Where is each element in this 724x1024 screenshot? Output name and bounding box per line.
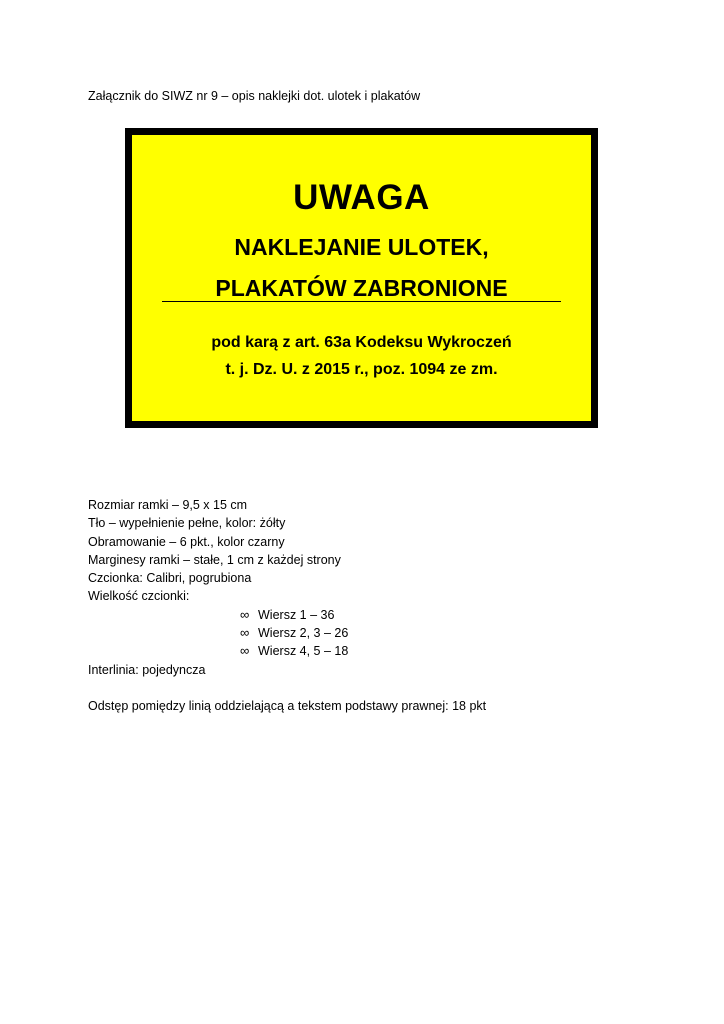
list-item bbox=[88, 624, 688, 642]
paragraph-gap bbox=[88, 679, 688, 697]
infinity-bullet-icon: ∞ bbox=[240, 606, 250, 622]
sign-line-3: PLAKATÓW ZABRONIONE bbox=[215, 275, 508, 301]
spec-line-spacing: Interlinia: pojedyncza bbox=[88, 662, 206, 677]
document-header: Załącznik do SIWZ nr 9 – opis naklejki dot. ulotek i plakatów bbox=[88, 89, 421, 103]
spec-spacing-note: Odstęp pomiędzy linią oddzielającą a tekstem podstawy prawnej: 18 pkt bbox=[88, 698, 487, 713]
spec-border: Obramowanie – 6 pkt., kolor czarny bbox=[88, 534, 285, 549]
list-item bbox=[88, 606, 688, 624]
infinity-bullet-icon: ∞ bbox=[240, 643, 250, 659]
sign-legal-line-4: pod karą z art. 63a Kodeksu Wykroczeń bbox=[211, 334, 512, 351]
bullet-text: Wiersz 4, 5 – 18 bbox=[258, 644, 349, 659]
spec-background: Tło – wypełnienie pełne, kolor: żółty bbox=[88, 516, 286, 531]
infinity-bullet-icon: ∞ bbox=[240, 625, 250, 641]
list-item bbox=[88, 642, 688, 660]
spec-font: Czcionka: Calibri, pogrubiona bbox=[88, 571, 252, 586]
specification-list bbox=[88, 496, 688, 715]
spec-margins: Marginesy ramki – stałe, 1 cm z każdej strony bbox=[88, 552, 341, 567]
bullet-text: Wiersz 2, 3 – 26 bbox=[258, 626, 349, 641]
spec-font-size-label: Wielkość czcionki: bbox=[88, 589, 190, 604]
sign-legal-line-5: t. j. Dz. U. z 2015 r., poz. 1094 ze zm. bbox=[225, 361, 498, 378]
sign-divider-line bbox=[162, 301, 561, 302]
spec-frame-size: Rozmiar ramki – 9,5 x 15 cm bbox=[88, 498, 248, 512]
warning-sign bbox=[125, 128, 598, 428]
bullet-text: Wiersz 1 – 36 bbox=[258, 607, 335, 622]
sign-line-2: NAKLEJANIE ULOTEK, bbox=[234, 234, 489, 260]
sign-title: UWAGA bbox=[293, 178, 430, 217]
